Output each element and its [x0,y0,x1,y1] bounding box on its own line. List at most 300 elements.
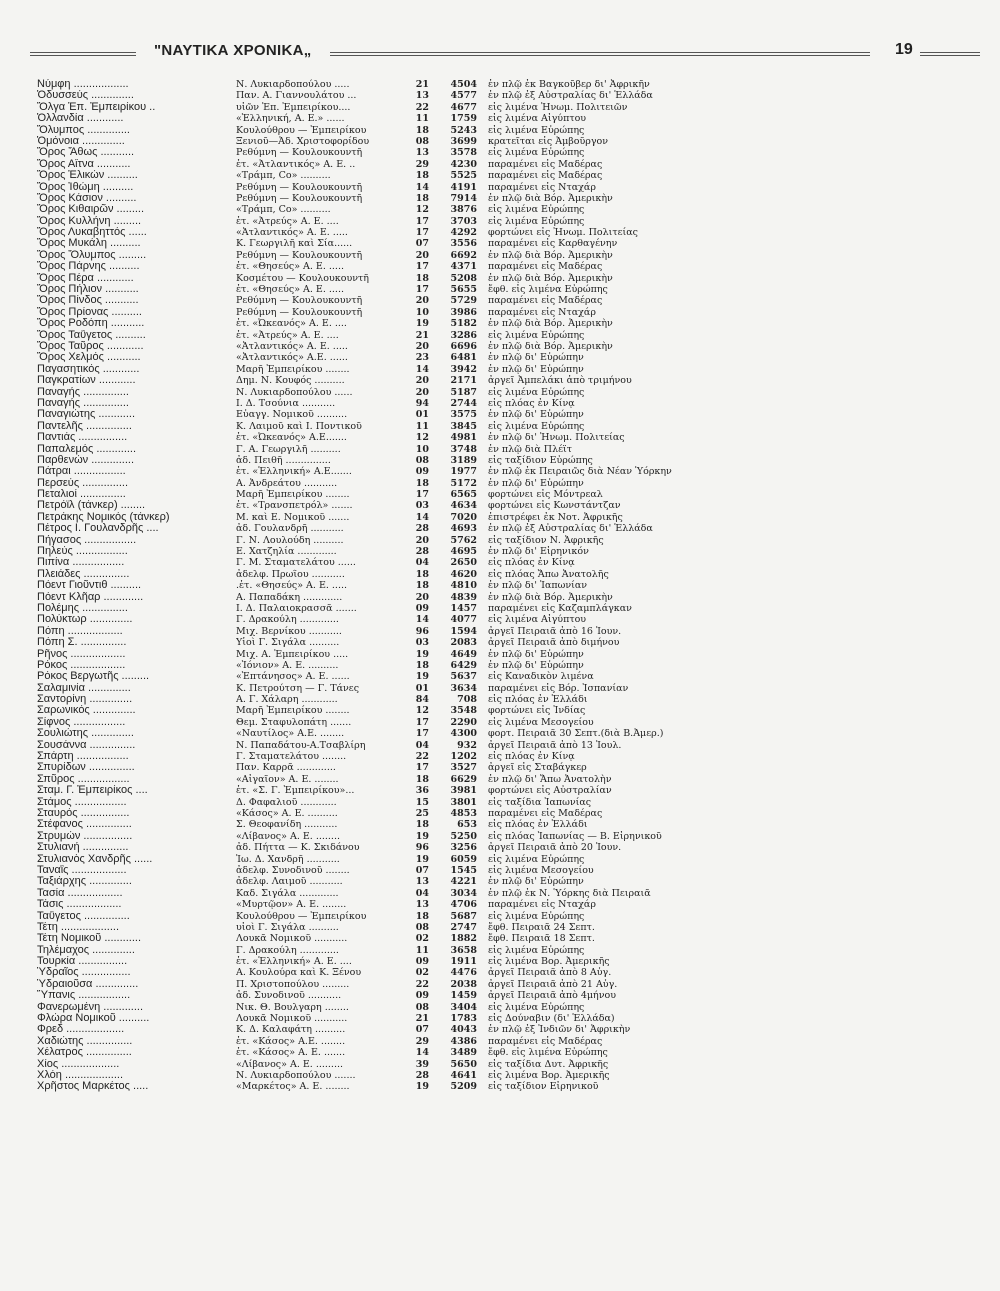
table-row [0,318,1000,329]
ship-name: Πολέμης ............... [37,602,128,614]
tonnage: 6692 [450,249,477,261]
tonnage: 4476 [450,967,477,979]
owner: Γ. Μ. Σταματελάτου ...... [236,557,356,569]
ship-name: Ὄρος Ἄθως ........... [37,147,135,159]
year: 02 [415,967,429,979]
table-row [0,762,1000,773]
status: ἐν πλῷ διὰ Βόρ. Ἀμερικὴν [488,340,613,352]
owner: Μιχ. Βερνίκου ........... [236,625,342,637]
year: 19 [415,1081,429,1093]
tonnage: 3699 [450,135,477,147]
status: εἰς λιμένα Εὐρώπης [488,124,585,136]
tonnage: 4641 [450,1069,477,1081]
owner: Α. Ἀνδρεάτου ........... [236,477,338,489]
table-row [0,1024,1000,1035]
owner: Παν. Καρρᾶ ............. [236,762,336,774]
table-row [0,694,1000,705]
status: φορτώνει εἰς Ἰνδίας [488,705,586,717]
year: 22 [415,978,429,990]
tonnage: 4649 [450,648,477,660]
owner: Κ. Λαιμοῦ καὶ Ι. Ποντικοῦ [236,420,362,432]
ship-name: Πέτρος Ι. Γουλανδρῆς .... [37,523,159,535]
tonnage: 1759 [450,113,477,125]
year: 03 [415,500,429,512]
status: εἰς λιμένα Βορ. Ἀμερικῆς [488,1069,610,1081]
tonnage: 5762 [450,534,477,546]
status: ἐν πλῷ διὰ Βόρ. Ἀμερικὴν [488,249,613,261]
tonnage: 6059 [450,853,477,865]
owner: Α. Παπαδάκη ............. [236,591,343,603]
table-row [0,580,1000,591]
tonnage: 708 [457,694,477,706]
ship-name: Πόπη Σ. ............... [37,637,127,649]
table-row [0,967,1000,978]
ship-name: Ὄρος Ταΰγετος .......... [37,329,146,341]
tonnage: 4300 [450,728,477,740]
tonnage: 3256 [450,842,477,854]
year: 17 [415,215,429,227]
year: 04 [415,887,429,899]
table-row [0,557,1000,568]
ship-name: Σαρωνικός .............. [37,705,136,717]
year: 04 [415,739,429,751]
year: 13 [415,899,429,911]
table-row [0,728,1000,739]
year: 18 [415,170,429,182]
tonnage: 6565 [450,489,477,501]
owner: «Ἐπτάνησος» Α. Ε. ...... [236,671,350,683]
ship-name: Πετράκης Νομικός (τάνκερ) [37,511,170,523]
status: εἰς πλόας ἐν Ἑλλάδι [488,819,588,831]
ship-name: Ὄρος Ἑλικών .......... [37,170,138,182]
status: παραμένει εἰς Μαδέρας [488,158,603,170]
owner: Ρεθύμνη — Κουλουκουντῆ [236,192,363,204]
tonnage: 5172 [450,477,477,489]
owner: ἑτ. «Τρανσπετρόλ» ....... [236,500,353,512]
ship-name: Σταυρός ................ [37,808,130,819]
owner: Ν. Παπαδάτου-Α.Τσαβλίρη [236,739,366,751]
ship-name: Ὑδραῖος ................ [37,967,131,979]
ship-name: Περσεύς ............... [37,477,129,489]
tonnage: 1882 [450,933,477,945]
owner: Α. Κουλούρα καὶ Κ. Ξένου [236,967,362,979]
owner: υἱοὶ Γ. Σιγάλα .......... [236,921,339,933]
ship-name: Ὄρος Κιθαιρῶν ......... [37,204,145,216]
year: 09 [415,990,429,1002]
table-row [0,649,1000,660]
year: 19 [415,671,429,683]
table-row [0,489,1000,500]
status: ἐν πλῷ δι' Ἰαπωνίαν [488,580,588,592]
ship-name: Ὄρος Αἴτνα ........... [37,158,131,170]
tonnage: 4230 [450,158,477,170]
table-row [0,125,1000,136]
tonnage: 4634 [450,500,477,512]
tonnage: 3575 [450,409,477,421]
table-row [0,660,1000,671]
year: 17 [415,728,429,740]
table-row [0,626,1000,637]
owner: Μαρῆ Ἐμπειρίκου ........ [236,705,350,717]
owner: ἑτ. «Θησεύς» Α. Ε. ..... [236,284,344,296]
status: εἰς λιμένα Ἠνωμ. Πολιτειῶν [488,101,628,113]
status: ἀργεῖ Πειραιᾶ ἀπὸ 13 Ἰουλ. [488,739,622,751]
owner: ἑτ. «Κάσος» Α. Ε. ....... [236,1047,346,1059]
table-row [0,933,1000,944]
year: 17 [415,489,429,501]
ship-name: Παντελῆς ............... [37,420,132,432]
table-row [0,409,1000,420]
owner: Λουκᾶ Νομικοῦ ........... [236,933,348,945]
tonnage: 5208 [450,272,477,284]
year: 15 [415,796,429,808]
year: 29 [415,158,429,170]
owner: ἀδ. Πήττα — Κ. Σκιδάνου [236,842,360,854]
owner: Κουλούθρου — Ἐμπειρίκου [236,910,367,922]
table-row [0,182,1000,193]
year: 19 [415,648,429,660]
status: φορτ. Πειραιᾶ 30 Σεπτ.(διὰ Β.Ἀμερ.) [488,728,664,740]
tonnage: 2290 [450,716,477,728]
year: 18 [415,124,429,136]
ship-name: Παναγής ............... [37,397,129,409]
tonnage: 3034 [450,887,477,899]
table-row [0,1047,1000,1058]
ship-name: Στέφανος ............... [37,819,132,831]
tonnage: 2747 [450,921,477,933]
year: 14 [415,614,429,626]
owner: «Ἰόνιον» Α. Ε. .......... [236,659,339,671]
ship-name: Ὄρος Πήλιον ........... [37,284,139,296]
status: παραμένει εἰς Καρθαγένην [488,238,618,250]
table-row [0,1036,1000,1047]
status: ἐν πλῷ ἐκ Ν. Ὑόρκης διὰ Πειραιᾶ [488,887,651,899]
year: 08 [415,1001,429,1013]
table-row [0,717,1000,728]
ship-name: Ὄρος Ροδόπη ........... [37,318,145,330]
tonnage: 3548 [450,705,477,717]
ship-name: Πιπίνα ................. [37,557,125,569]
owner: ἑτ. «Ὠκεανός» Α. Ε. .... [236,318,347,330]
tonnage: 1545 [450,864,477,876]
ship-name: Τασία .................. [37,887,123,899]
year: 17 [415,762,429,774]
ship-name: Τηλέμαχος .............. [37,944,135,956]
year: 20 [415,340,429,352]
table-row [0,204,1000,215]
year: 28 [415,546,429,558]
ship-name: Τέτη ................... [37,921,120,933]
year: 22 [415,101,429,113]
table-row [0,854,1000,865]
tonnage: 5687 [450,910,477,922]
table-row [0,922,1000,933]
owner: Ι. Δ. Παλαιοκρασσᾶ ....... [236,602,357,614]
status: ἔφθ. Πειραιᾶ 24 Σεπτ. [488,921,595,933]
owner: ἀδ. Συνοδινοῦ ........... [236,990,342,1002]
status: ἀργεῖ Πειραιᾶ ἀπὸ διμήνου [488,637,620,649]
year: 08 [415,135,429,147]
tonnage: 3556 [450,238,477,250]
year: 20 [415,386,429,398]
table-row [0,147,1000,158]
year: 07 [415,864,429,876]
status: φορτώνει εἰς Μόντρεαλ [488,489,603,501]
year: 11 [415,113,429,125]
ship-name: Σίφνος ................. [37,716,126,728]
tonnage: 4577 [450,90,477,102]
year: 20 [415,591,429,603]
tonnage: 5209 [450,1081,477,1093]
table-row [0,671,1000,682]
ship-name: Ὄρος Πίνδος ........... [37,295,139,307]
ship-name: Πάτραι ................. [37,466,126,478]
status: ἀργεῖ εἰς Σταβάγκερ [488,762,587,774]
status: εἰς ταξίδιον Ν. Ἀφρικῆς [488,534,604,546]
tonnage: 6429 [450,659,477,671]
owner: «Τράμπ, Co» .......... [236,170,331,182]
table-row [0,535,1000,546]
ship-name: Ρόκος Βεργωτῆς ......... [37,671,150,683]
tonnage: 1911 [450,956,477,968]
status: ἀργεῖ Πειραιᾶ ἀπὸ 4μήνου [488,990,617,1002]
table-row [0,512,1000,523]
year: 01 [415,682,429,694]
owner: «Ἑλληνική, Α. Ε.» ...... [236,113,345,125]
status: εἰς Δούναβιν (δι' Ἑλλάδα) [488,1013,615,1025]
table-row [0,295,1000,306]
year: 20 [415,295,429,307]
page-header [30,40,980,62]
year: 14 [415,363,429,375]
year: 96 [415,842,429,854]
ship-name: Σουλιώτης .............. [37,728,134,740]
status: εἰς πλόας Ἰαπωνίας — Β. Εἰρηνικοῦ [488,830,662,842]
year: 10 [415,443,429,455]
status: ἀργεῖ Ἀμπελάκι ἀπὸ τριμήνου [488,375,632,387]
owner: ἀδ. Πειθῆ ............... [236,454,331,466]
table-row [0,1059,1000,1070]
ship-name: Παπαλεμός ............. [37,443,137,455]
status: φορτώνει εἰς Αὐστραλίαν [488,785,612,797]
owner: υἱῶν Ἐπ. Ἐμπειρίκου.... [236,101,351,113]
owner: «Ναυτίλος» Α.Ε. ........ [236,728,345,740]
owner: «Ἀτλαντικός» Α. Ε. ..... [236,340,348,352]
owner: Παν. Α. Γιαννουλάτου ... [236,90,357,102]
status: εἰς λιμένα Βορ. Ἀμερικῆς [488,956,610,968]
table-row [0,1081,1000,1092]
table-row [0,865,1000,876]
table-row [0,546,1000,557]
tonnage: 4504 [450,79,477,90]
table-row [0,444,1000,455]
owner: «Ἀτλαντικός» Α.Ε. ...... [236,352,348,364]
tonnage: 3801 [450,796,477,808]
year: 08 [415,921,429,933]
status: φορτώνει εἰς Ἠνωμ. Πολιτείας [488,227,638,239]
tonnage: 3703 [450,215,477,227]
table-row [0,831,1000,842]
status: εἰς λιμένα Εὐρώπης [488,215,585,227]
ship-name: Ὄλγα Ἐπ. Ἐμπειρίκου .. [37,101,156,113]
status: ἐν πλῷ δι' Εὐρώπην [488,648,584,660]
owner: Μαρῆ Ἐμπειρίκου ........ [236,363,350,375]
table-row [0,421,1000,432]
tonnage: 3981 [450,785,477,797]
status: ἐν πλῷ διὰ Βόρ. Ἀμερικὴν [488,318,613,330]
tonnage: 3845 [450,420,477,432]
year: 18 [415,477,429,489]
owner: Ρεθύμνη — Κουλουκουντῆ [236,181,363,193]
ship-name: Παγκρατίων ............ [37,375,136,387]
owner: Θεμ. Σταφυλοπάτη ....... [236,716,352,728]
ship-name: Ταναΐς .................. [37,864,127,876]
journal-title: "ΝΑΥΤΙΚΑ ΧΡΟΝΙΚΑ„ [148,42,318,59]
ship-table [0,79,1000,1093]
status: ἐν πλῷ διὰ Πλέϊτ [488,443,573,455]
ship-name: Πόεντ Γιοῦντιθ .......... [37,580,142,592]
owner: Δημ. Ν. Κουφός .......... [236,375,345,387]
status: εἰς λιμένα Εὐρώπης [488,910,585,922]
year: 17 [415,261,429,273]
ship-name: Ρόκος .................. [37,659,126,671]
owner: ἀδελφ. Λαιμοῦ ........... [236,876,343,888]
year: 01 [415,409,429,421]
owner: «Μυρτῷον» Α. Ε. ........ [236,899,347,911]
tonnage: 932 [457,739,477,751]
tonnage: 2650 [450,557,477,569]
table-row [0,216,1000,227]
year: 08 [415,454,429,466]
table-row [0,1002,1000,1013]
status: κρατεῖται εἰς Ἀμβοῦργον [488,135,609,147]
table-row [0,614,1000,625]
year: 21 [415,1013,429,1025]
table-row [0,797,1000,808]
year: 18 [415,580,429,592]
owner: Ν. Λυκιαρδοπούλου ....... [236,1069,356,1081]
ship-name: Ὁμόνοια .............. [37,135,125,147]
tonnage: 1202 [450,751,477,763]
owner: Εὐαγγ. Νομικοῦ .......... [236,409,348,421]
year: 21 [415,79,429,90]
tonnage: 3527 [450,762,477,774]
tonnage: 4077 [450,614,477,626]
status: παραμένει εἰς Μαδέρας [488,808,603,819]
status: ἐν πλῷ δι' Εὐρώπην [488,363,584,375]
tonnage: 2083 [450,637,477,649]
table-row [0,592,1000,603]
status: ἐν πλῷ ἐξ Ἰνδιῶν δι' Ἀφρικὴν [488,1024,631,1036]
table-row [0,1013,1000,1024]
owner: Ρεθύμνη — Κουλουκουντῆ [236,295,363,307]
ship-name: Παναγής ............... [37,386,129,398]
tonnage: 4677 [450,101,477,113]
ship-name: Ὄρος Ταῦρος ............ [37,340,144,352]
table-row [0,705,1000,716]
tonnage: 5243 [450,124,477,136]
status: ἐπιστρέφει ἐκ Νοτ. Ἀφρικῆς [488,511,623,523]
table-row [0,603,1000,614]
table-row [0,352,1000,363]
status: ἐν πλῷ ἐκ Πειραιῶς διὰ Νέαν Ὑόρκην [488,466,672,478]
table-row [0,888,1000,899]
table-row [0,990,1000,1001]
owner: ἑτ. «Ἀτλαντικός» Α. Ε. .. [236,158,356,170]
tonnage: 4292 [450,227,477,239]
tonnage: 4706 [450,899,477,911]
tonnage: 5525 [450,170,477,182]
year: 28 [415,1069,429,1081]
table-row [0,159,1000,170]
year: 12 [415,432,429,444]
owner: Κοσμέτου — Κουλουκουντῆ [236,272,369,284]
year: 14 [415,1047,429,1059]
year: 94 [415,397,429,409]
table-row [0,500,1000,511]
tonnage: 4371 [450,261,477,273]
table-row [0,899,1000,910]
table-row [0,945,1000,956]
tonnage: 4221 [450,876,477,888]
tonnage: 3189 [450,454,477,466]
ship-name: Σπῦρος ................. [37,773,130,785]
owner: Ε. Χατζηλία ............. [236,546,337,558]
status: παραμένει εἰς Βόρ. Ἰσπανίαν [488,682,629,694]
tonnage: 4043 [450,1024,477,1036]
tonnage: 5182 [450,318,477,330]
status: εἰς λιμένα Εὐρώπης [488,944,585,956]
ship-name: Σπάρτη ................. [37,751,129,763]
table-row [0,238,1000,249]
status: εἰς ταξίδιον Εἰρηνικοῦ [488,1081,599,1093]
year: 19 [415,853,429,865]
status: ἐν πλῷ δι' Εἰρηνικόν [488,546,589,558]
tonnage: 3578 [450,147,477,159]
owner: ἑτ. «Ἑλληνική» Α.Ε....... [236,466,352,478]
status: ἐν πλῷ δι' Ἄπω Ἀνατολὴν [488,773,612,785]
tonnage: 1783 [450,1013,477,1025]
year: 18 [415,819,429,831]
year: 21 [415,329,429,341]
owner: Κ. Δ. Καλαφάτη .......... [236,1024,346,1036]
ship-name: Ὄρος Χελμός ........... [37,352,141,364]
ship-name: Ὄρος Πάρνης .......... [37,261,140,273]
status: ἔφθ. εἰς λιμένα Εὐρώπης [488,284,608,296]
year: 18 [415,272,429,284]
tonnage: 3404 [450,1001,477,1013]
year: 10 [415,306,429,318]
ship-name: Φρεδ ................... [37,1024,125,1036]
year: 18 [415,773,429,785]
ship-name: Παγασητικός ............ [37,363,140,375]
status: φορτώνει εἰς Κωνστάντζαν [488,500,621,512]
owner: Υἱοὶ Γ. Σιγάλα .......... [236,637,340,649]
owner: Μιχ. Α. Ἐμπειρίκου ..... [236,648,349,660]
header-rule-right [920,52,980,56]
status: ἀργεῖ Πειραιᾶ ἀπὸ 20 Ἰουν. [488,842,622,854]
status: παραμένει εἰς Μαδέρας [488,170,603,182]
ship-name: Στυλιανή ............... [37,842,129,854]
ship-name: Ὄρος Λυκαβηττός ...... [37,227,147,239]
status: ἐν πλῷ διὰ Βόρ. Ἀμερικὴν [488,591,613,603]
owner: «Μαρκέτος» Α. Ε. ........ [236,1081,350,1093]
tonnage: 1977 [450,466,477,478]
table-row [0,273,1000,284]
owner: Κουλούθρου — Ἐμπειρίκου [236,124,367,136]
status: εἰς λιμένα Εὐρώπης [488,853,585,865]
year: 09 [415,602,429,614]
